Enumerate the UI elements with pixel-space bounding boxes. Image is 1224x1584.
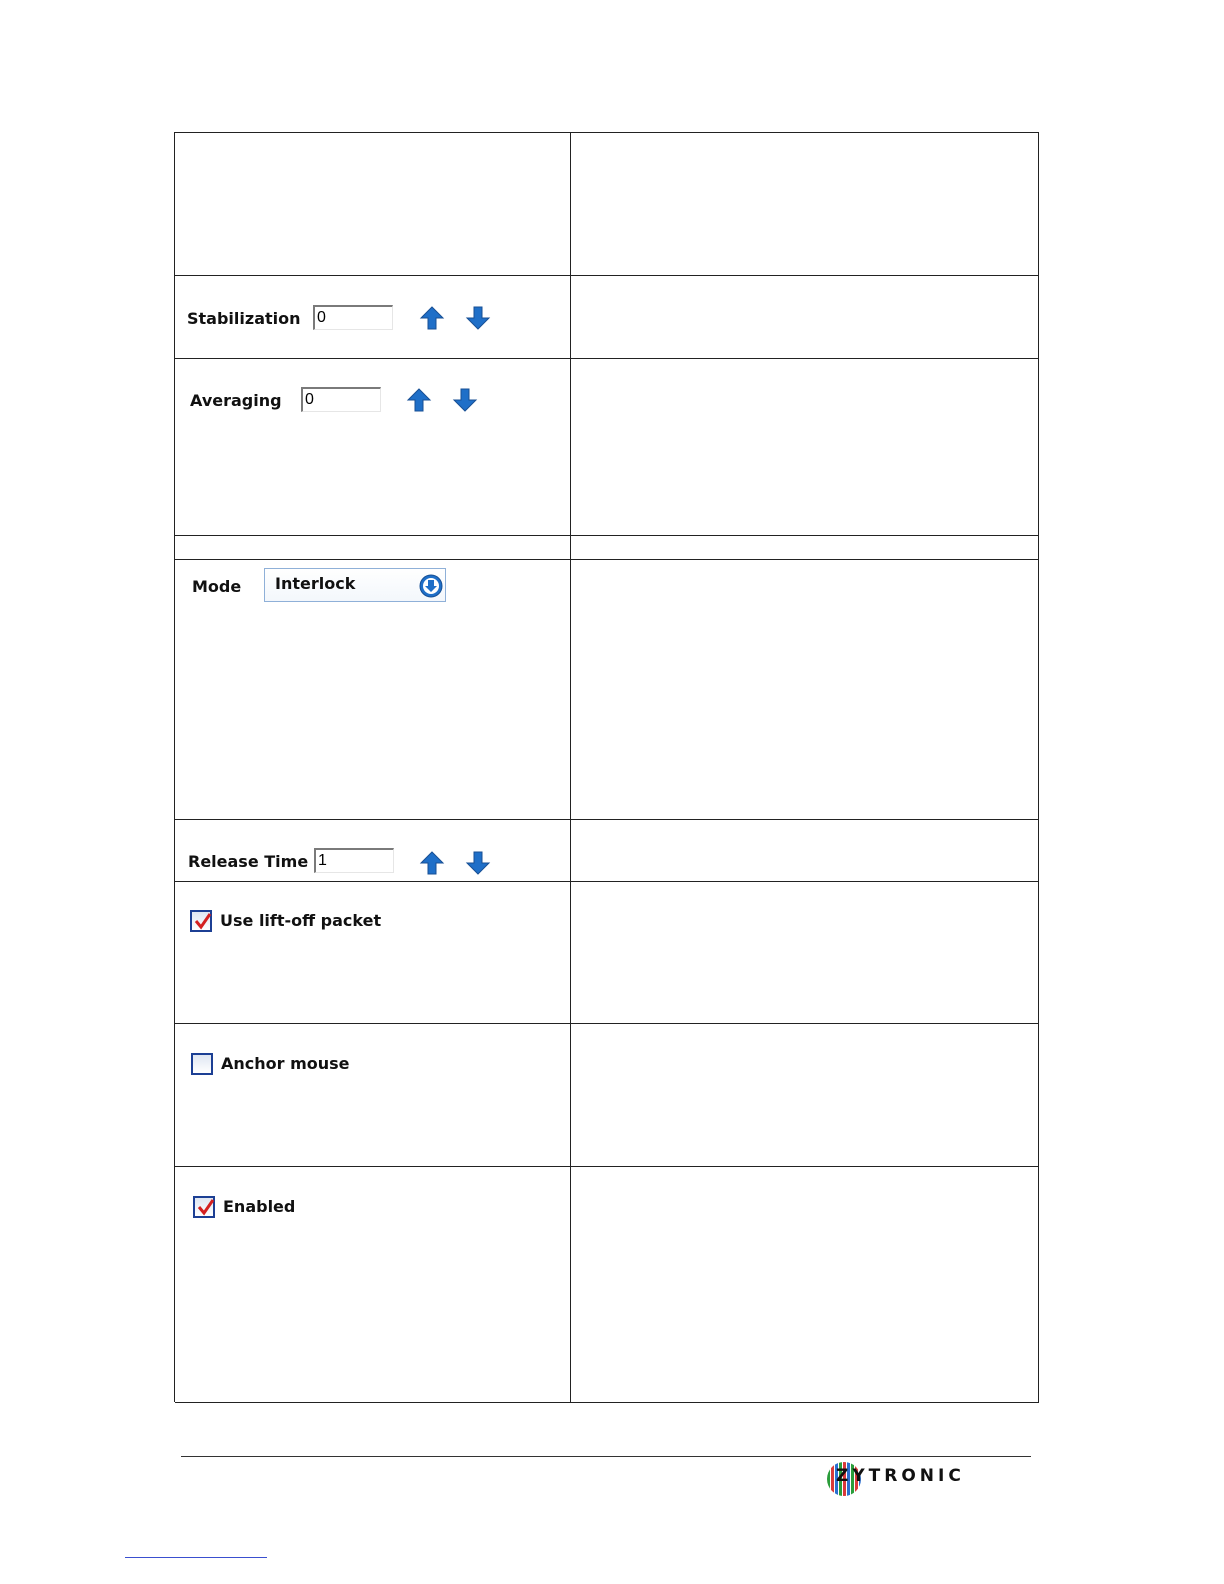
table-cell-right — [571, 276, 1039, 358]
decrease-arrow-icon[interactable] — [465, 305, 491, 331]
table-row — [175, 133, 1039, 276]
enabled-label[interactable]: Enabled — [223, 1197, 296, 1216]
stabilization-label: Stabilization — [187, 309, 301, 328]
mode-label: Mode — [192, 577, 242, 596]
table-cell-left — [175, 560, 571, 819]
table-cell-left — [175, 133, 571, 275]
table-cell-right — [571, 536, 1039, 559]
table-row — [175, 1167, 1039, 1403]
release-time-input[interactable]: 1 — [314, 848, 394, 873]
table-cell-left — [175, 536, 571, 559]
table-cell-left — [175, 1167, 571, 1402]
table-cell-right — [571, 133, 1039, 275]
averaging-input[interactable]: 0 — [301, 387, 381, 412]
footer-link-underline — [125, 1557, 267, 1558]
increase-arrow-icon[interactable] — [419, 850, 445, 876]
table-row — [175, 560, 1039, 820]
decrease-arrow-icon[interactable] — [452, 387, 478, 413]
table-row — [175, 882, 1039, 1024]
checkmark-icon — [196, 1197, 216, 1217]
table-cell-left — [175, 276, 571, 358]
table-row — [175, 820, 1039, 882]
enabled-checkbox[interactable] — [193, 1196, 215, 1218]
decrease-arrow-icon[interactable] — [465, 850, 491, 876]
footer-divider — [181, 1456, 1031, 1457]
table-row — [175, 1024, 1039, 1167]
averaging-label: Averaging — [190, 391, 282, 410]
checkmark-icon — [193, 911, 213, 931]
stabilization-input[interactable]: 0 — [313, 305, 393, 330]
table-cell-right — [571, 820, 1039, 881]
use-liftoff-checkbox[interactable] — [190, 910, 212, 932]
table-cell-right — [571, 560, 1039, 819]
table-cell-left — [175, 820, 571, 881]
table-cell-left — [175, 882, 571, 1023]
table-cell-right — [571, 882, 1039, 1023]
mode-dropdown[interactable] — [264, 568, 446, 602]
zytronic-logo-text: ZYTRONIC — [836, 1466, 965, 1486]
anchor-mouse-checkbox[interactable] — [191, 1053, 213, 1075]
table-cell-left — [175, 359, 571, 535]
table-row — [175, 359, 1039, 536]
table-row — [175, 536, 1039, 560]
table-cell-right — [571, 359, 1039, 535]
table-cell-right — [571, 1167, 1039, 1402]
release-time-label: Release Time — [188, 852, 309, 871]
use-liftoff-label[interactable]: Use lift-off packet — [220, 911, 382, 930]
settings-table — [174, 132, 1039, 1402]
increase-arrow-icon[interactable] — [419, 305, 445, 331]
table-cell-left — [175, 1024, 571, 1166]
increase-arrow-icon[interactable] — [406, 387, 432, 413]
table-cell-right — [571, 1024, 1039, 1166]
mode-selected-value: Interlock — [275, 574, 356, 593]
anchor-mouse-label[interactable]: Anchor mouse — [221, 1054, 350, 1073]
chevron-down-icon[interactable] — [419, 574, 443, 598]
table-row — [175, 276, 1039, 359]
